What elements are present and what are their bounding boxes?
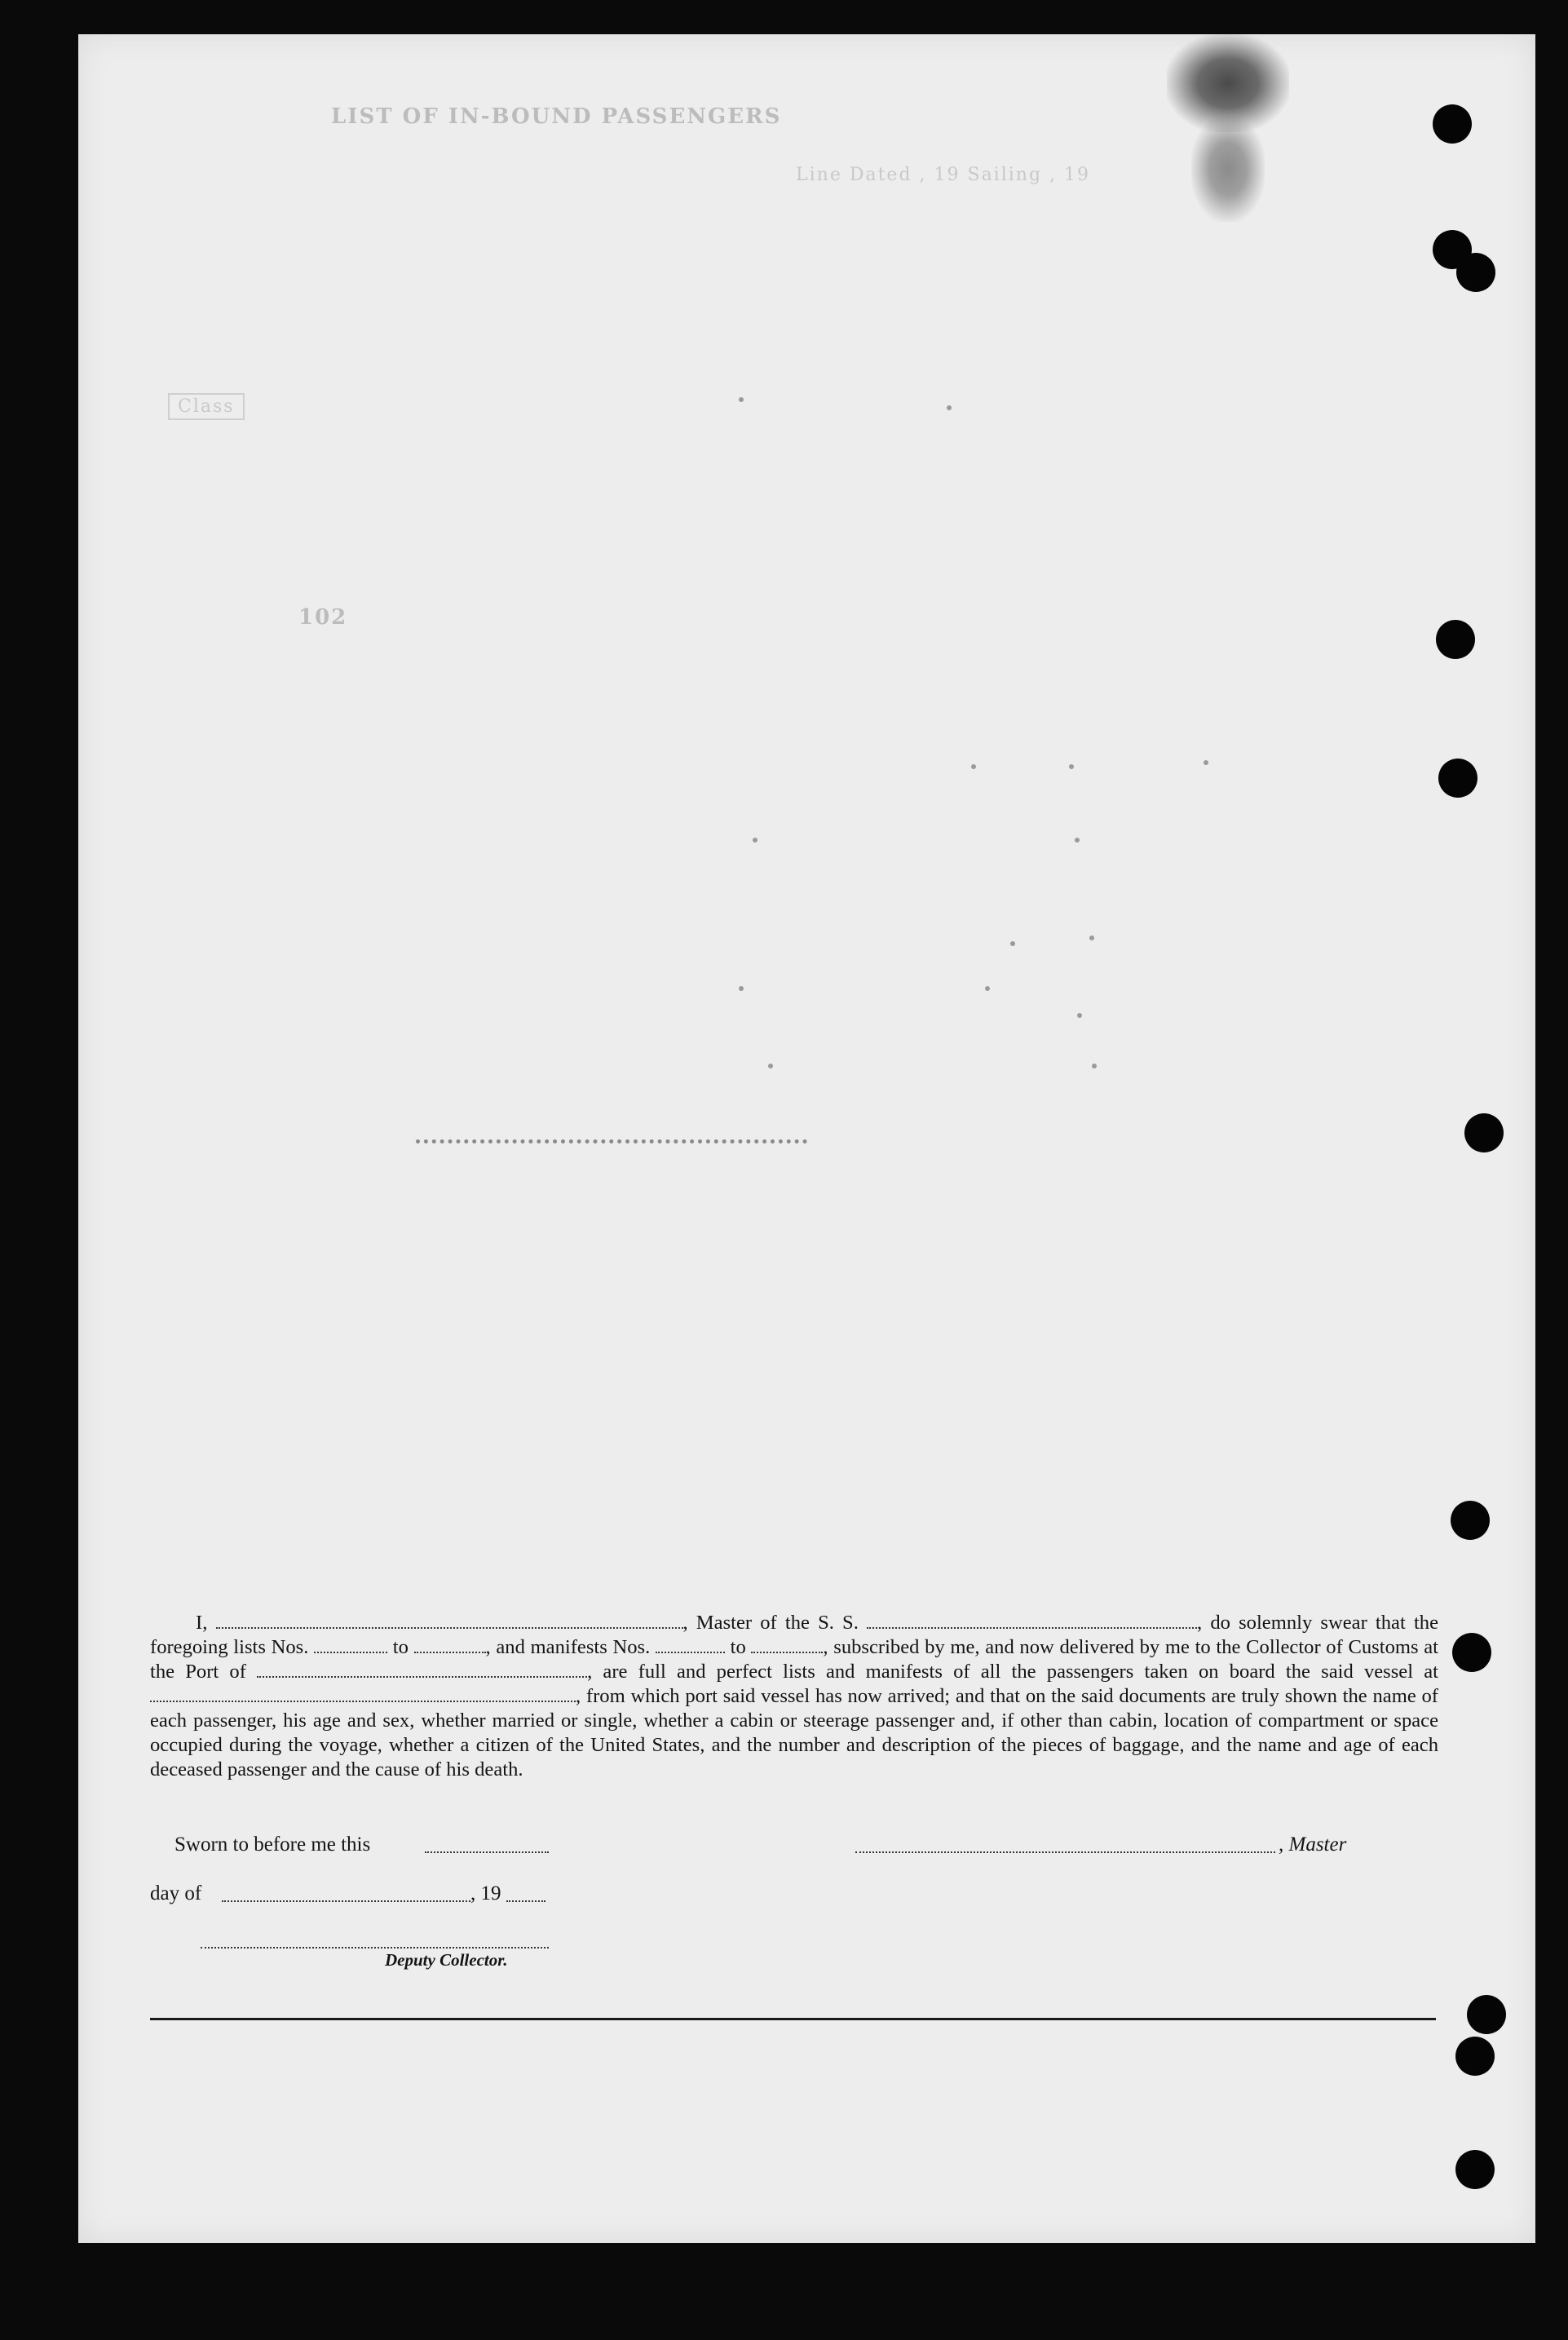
- speck: [971, 764, 976, 769]
- master-signature-blank[interactable]: [855, 1851, 1275, 1853]
- day-of-label: day of: [150, 1882, 202, 1904]
- oath-text: , are full and perfect lists and manifests of all the passengers taken on board the said vessel at: [587, 1661, 1438, 1683]
- port-of-embarkation-blank[interactable]: [150, 1684, 576, 1702]
- speck: [1010, 941, 1015, 946]
- bleed-stamp: Class: [168, 393, 245, 420]
- punch-hole: [1452, 1633, 1491, 1672]
- bleed-dotted-line: [416, 1139, 807, 1143]
- speck: [1089, 936, 1094, 940]
- punch-hole: [1451, 1501, 1490, 1540]
- oath-text: I,: [196, 1612, 216, 1634]
- master-oath-paragraph: [150, 1611, 1438, 1782]
- oath-text: , Master of the S. S.: [682, 1612, 868, 1634]
- bleed-header-line: Line Dated , 19 Sailing , 19: [796, 165, 1091, 185]
- oath-text: , from which port said vessel has now arrived; and that on the said documents are truly shown the name of each passenger, his age and sex, whether married or single, whether a cabin or steerage passenger and, if other than cabin, location of compartment or space occupied during the voyage, whether a citizen of the United States, and the number and description of the pieces of baggage, and the name and age of each deceased passenger and the cause of his death.: [150, 1685, 1438, 1780]
- speck: [739, 986, 744, 991]
- punch-hole: [1455, 2150, 1495, 2189]
- day-of-blank[interactable]: [222, 1900, 470, 1902]
- speck: [1077, 1013, 1082, 1018]
- oath-text: , and manifests Nos.: [485, 1636, 656, 1658]
- speck: [985, 986, 990, 991]
- speck: [768, 1064, 773, 1068]
- port-of-arrival-blank[interactable]: [257, 1660, 587, 1678]
- bottom-rule: [150, 2018, 1436, 2020]
- punch-hole: [1433, 104, 1472, 144]
- punch-hole: [1455, 2037, 1495, 2076]
- ship-name-blank[interactable]: [867, 1611, 1197, 1629]
- speck: [753, 838, 757, 843]
- oath-text: to: [387, 1636, 414, 1658]
- lists-from-blank[interactable]: [314, 1635, 387, 1653]
- manifest-page: [78, 34, 1535, 2243]
- oath-text: , subscribed by me, and now delivered by me to the Collector of Customs at the Port of: [150, 1636, 1438, 1683]
- year-blank[interactable]: [506, 1900, 545, 1902]
- speck: [947, 405, 952, 410]
- master-name-blank[interactable]: [216, 1611, 683, 1629]
- sworn-date-blank[interactable]: [425, 1851, 549, 1853]
- punch-hole: [1456, 253, 1495, 292]
- manifests-from-blank[interactable]: [656, 1635, 725, 1653]
- sworn-label: Sworn to before me this: [174, 1834, 371, 1856]
- punch-hole: [1438, 759, 1477, 798]
- speck: [1204, 760, 1208, 765]
- punch-hole: [1464, 1113, 1504, 1152]
- deputy-signature-blank[interactable]: [201, 1947, 549, 1949]
- punch-hole: [1467, 1995, 1506, 2034]
- lists-to-blank[interactable]: [414, 1635, 486, 1653]
- manifests-to-blank[interactable]: [751, 1635, 823, 1653]
- master-label: , Master: [1279, 1834, 1347, 1856]
- speck: [1075, 838, 1080, 843]
- bleed-number-mark: 102: [298, 605, 348, 630]
- oath-text: , do solemnly swear that the foregoing lists Nos.: [150, 1612, 1438, 1658]
- speck: [1069, 764, 1074, 769]
- deputy-collector-label: Deputy Collector.: [385, 1950, 508, 1970]
- oath-text: to: [724, 1636, 752, 1658]
- speck: [1092, 1064, 1097, 1068]
- bleed-header-title: LIST OF IN-BOUND PASSENGERS: [331, 104, 782, 129]
- ink-smudge: [1191, 116, 1265, 222]
- year-label: , 19: [470, 1882, 501, 1904]
- speck: [739, 397, 744, 402]
- punch-hole: [1436, 620, 1475, 659]
